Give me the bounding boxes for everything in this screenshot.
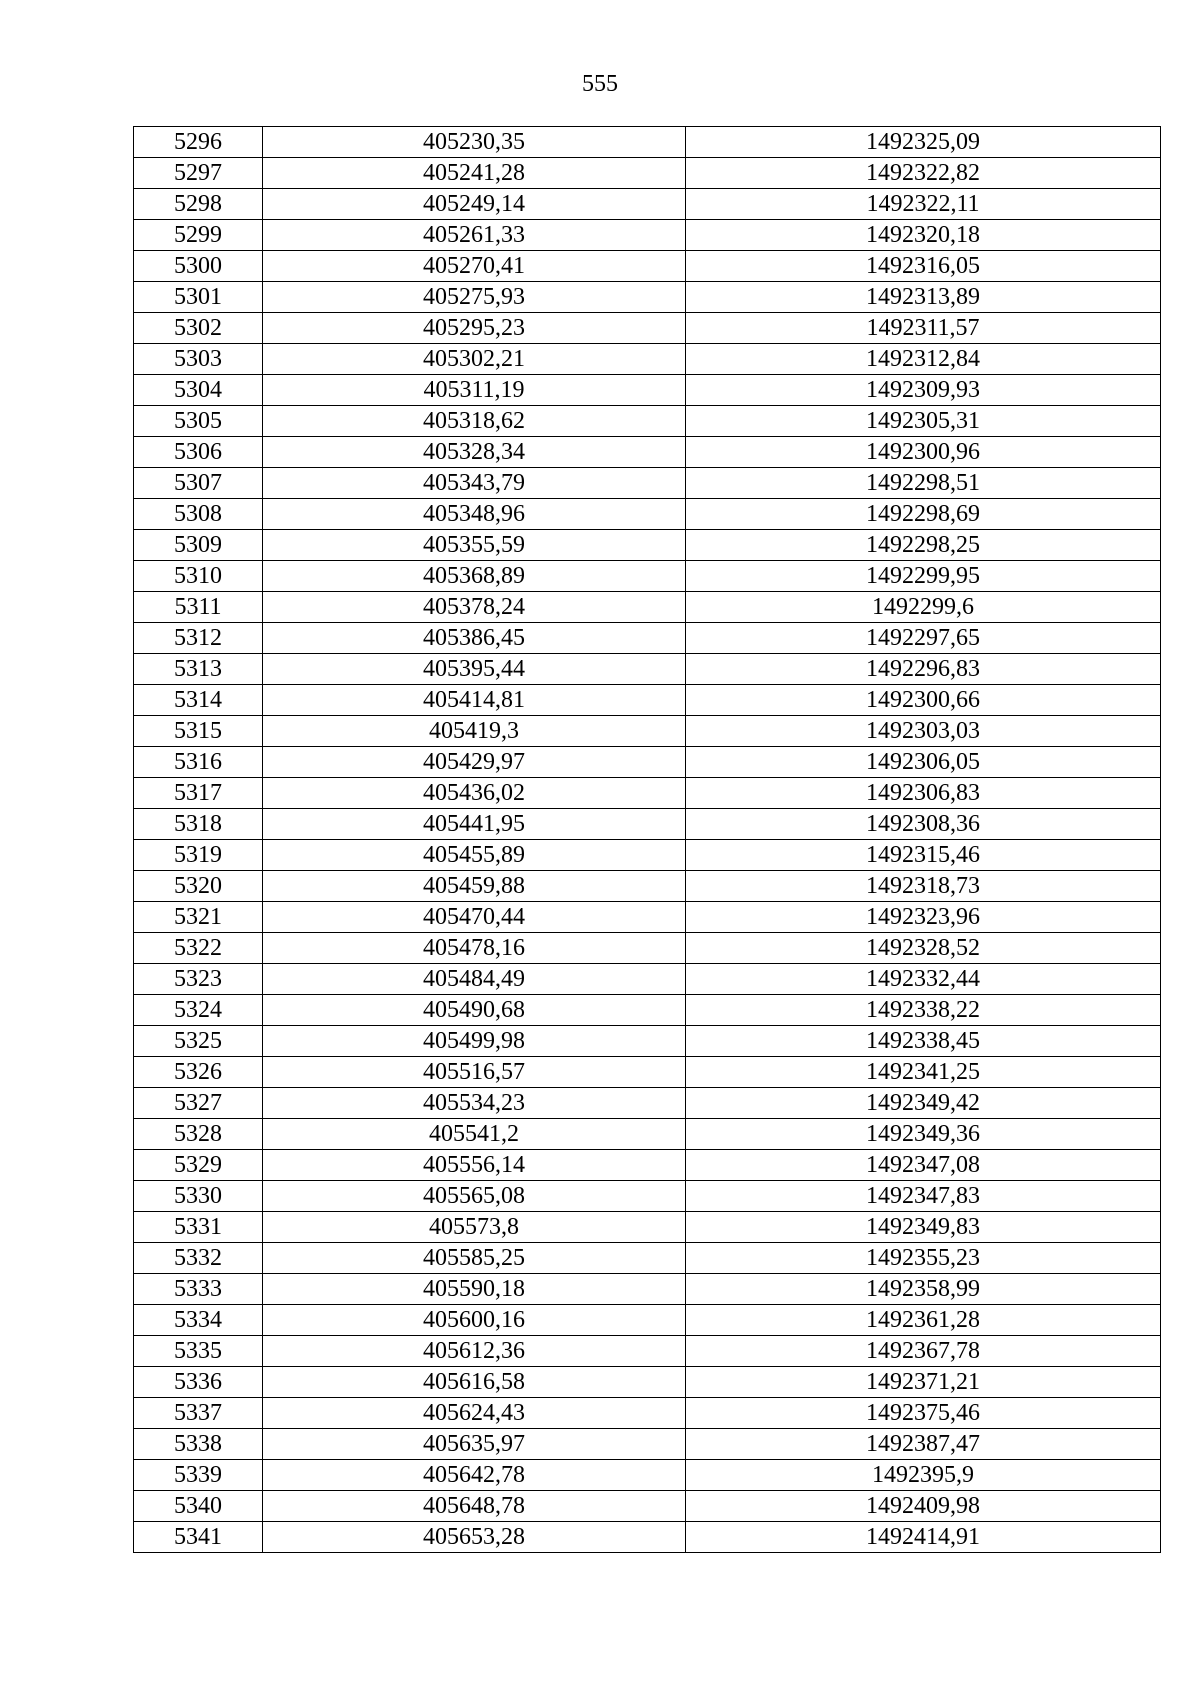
y-coordinate-cell: 1492323,96 (686, 902, 1161, 933)
table-row (134, 1460, 1161, 1491)
y-coordinate-cell: 1492305,31 (686, 406, 1161, 437)
point-number-cell: 5334 (134, 1305, 263, 1336)
y-coordinate-cell: 1492300,66 (686, 685, 1161, 716)
table-row (134, 530, 1161, 561)
point-number-cell: 5339 (134, 1460, 263, 1491)
x-coordinate-cell: 405624,43 (263, 1398, 686, 1429)
x-coordinate-cell: 405600,16 (263, 1305, 686, 1336)
y-coordinate-cell: 1492296,83 (686, 654, 1161, 685)
x-coordinate-cell: 405642,78 (263, 1460, 686, 1491)
y-coordinate-cell: 1492309,93 (686, 375, 1161, 406)
x-coordinate-cell: 405368,89 (263, 561, 686, 592)
table-row (134, 220, 1161, 251)
point-number-cell: 5335 (134, 1336, 263, 1367)
table-row (134, 1522, 1161, 1553)
table-row (134, 282, 1161, 313)
table-row (134, 716, 1161, 747)
x-coordinate-cell: 405249,14 (263, 189, 686, 220)
point-number-cell: 5324 (134, 995, 263, 1026)
point-number-cell: 5338 (134, 1429, 263, 1460)
point-number-cell: 5319 (134, 840, 263, 871)
y-coordinate-cell: 1492358,99 (686, 1274, 1161, 1305)
point-number-cell: 5308 (134, 499, 263, 530)
x-coordinate-cell: 405429,97 (263, 747, 686, 778)
table-row (134, 189, 1161, 220)
x-coordinate-cell: 405648,78 (263, 1491, 686, 1522)
y-coordinate-cell: 1492341,25 (686, 1057, 1161, 1088)
point-number-cell: 5341 (134, 1522, 263, 1553)
x-coordinate-cell: 405241,28 (263, 158, 686, 189)
page-number: 555 (582, 71, 618, 97)
point-number-cell: 5337 (134, 1398, 263, 1429)
y-coordinate-cell: 1492313,89 (686, 282, 1161, 313)
x-coordinate-cell: 405275,93 (263, 282, 686, 313)
y-coordinate-cell: 1492414,91 (686, 1522, 1161, 1553)
table-row (134, 1367, 1161, 1398)
point-number-cell: 5322 (134, 933, 263, 964)
coordinates-table (133, 126, 1161, 1553)
point-number-cell: 5312 (134, 623, 263, 654)
point-number-cell: 5305 (134, 406, 263, 437)
x-coordinate-cell: 405516,57 (263, 1057, 686, 1088)
x-coordinate-cell: 405470,44 (263, 902, 686, 933)
table-row (134, 313, 1161, 344)
point-number-cell: 5304 (134, 375, 263, 406)
x-coordinate-cell: 405311,19 (263, 375, 686, 406)
x-coordinate-cell: 405343,79 (263, 468, 686, 499)
x-coordinate-cell: 405318,62 (263, 406, 686, 437)
point-number-cell: 5321 (134, 902, 263, 933)
coordinates-table-body (134, 127, 1161, 1553)
table-row (134, 406, 1161, 437)
x-coordinate-cell: 405541,2 (263, 1119, 686, 1150)
point-number-cell: 5331 (134, 1212, 263, 1243)
table-row (134, 1212, 1161, 1243)
table-row (134, 809, 1161, 840)
point-number-cell: 5333 (134, 1274, 263, 1305)
x-coordinate-cell: 405302,21 (263, 344, 686, 375)
y-coordinate-cell: 1492298,69 (686, 499, 1161, 530)
y-coordinate-cell: 1492320,18 (686, 220, 1161, 251)
y-coordinate-cell: 1492316,05 (686, 251, 1161, 282)
y-coordinate-cell: 1492322,82 (686, 158, 1161, 189)
table-row (134, 747, 1161, 778)
y-coordinate-cell: 1492409,98 (686, 1491, 1161, 1522)
y-coordinate-cell: 1492322,11 (686, 189, 1161, 220)
table-row (134, 1150, 1161, 1181)
x-coordinate-cell: 405478,16 (263, 933, 686, 964)
point-number-cell: 5307 (134, 468, 263, 499)
y-coordinate-cell: 1492306,05 (686, 747, 1161, 778)
table-row (134, 1336, 1161, 1367)
y-coordinate-cell: 1492308,36 (686, 809, 1161, 840)
x-coordinate-cell: 405414,81 (263, 685, 686, 716)
y-coordinate-cell: 1492375,46 (686, 1398, 1161, 1429)
table-row (134, 592, 1161, 623)
y-coordinate-cell: 1492367,78 (686, 1336, 1161, 1367)
point-number-cell: 5315 (134, 716, 263, 747)
y-coordinate-cell: 1492300,96 (686, 437, 1161, 468)
point-number-cell: 5313 (134, 654, 263, 685)
y-coordinate-cell: 1492387,47 (686, 1429, 1161, 1460)
x-coordinate-cell: 405295,23 (263, 313, 686, 344)
y-coordinate-cell: 1492299,95 (686, 561, 1161, 592)
x-coordinate-cell: 405230,35 (263, 127, 686, 158)
x-coordinate-cell: 405653,28 (263, 1522, 686, 1553)
x-coordinate-cell: 405490,68 (263, 995, 686, 1026)
x-coordinate-cell: 405635,97 (263, 1429, 686, 1460)
point-number-cell: 5298 (134, 189, 263, 220)
table-row (134, 1398, 1161, 1429)
point-number-cell: 5316 (134, 747, 263, 778)
x-coordinate-cell: 405499,98 (263, 1026, 686, 1057)
y-coordinate-cell: 1492328,52 (686, 933, 1161, 964)
table-row (134, 499, 1161, 530)
table-row (134, 1243, 1161, 1274)
table-row (134, 623, 1161, 654)
x-coordinate-cell: 405261,33 (263, 220, 686, 251)
point-number-cell: 5299 (134, 220, 263, 251)
table-row (134, 1491, 1161, 1522)
x-coordinate-cell: 405395,44 (263, 654, 686, 685)
table-row (134, 344, 1161, 375)
point-number-cell: 5325 (134, 1026, 263, 1057)
point-number-cell: 5311 (134, 592, 263, 623)
y-coordinate-cell: 1492325,09 (686, 127, 1161, 158)
x-coordinate-cell: 405565,08 (263, 1181, 686, 1212)
y-coordinate-cell: 1492306,83 (686, 778, 1161, 809)
y-coordinate-cell: 1492349,36 (686, 1119, 1161, 1150)
table-row (134, 995, 1161, 1026)
point-number-cell: 5303 (134, 344, 263, 375)
x-coordinate-cell: 405436,02 (263, 778, 686, 809)
x-coordinate-cell: 405328,34 (263, 437, 686, 468)
x-coordinate-cell: 405355,59 (263, 530, 686, 561)
x-coordinate-cell: 405348,96 (263, 499, 686, 530)
table-row (134, 375, 1161, 406)
x-coordinate-cell: 405419,3 (263, 716, 686, 747)
x-coordinate-cell: 405556,14 (263, 1150, 686, 1181)
y-coordinate-cell: 1492349,42 (686, 1088, 1161, 1119)
y-coordinate-cell: 1492315,46 (686, 840, 1161, 871)
point-number-cell: 5317 (134, 778, 263, 809)
table-row (134, 933, 1161, 964)
point-number-cell: 5297 (134, 158, 263, 189)
table-row (134, 158, 1161, 189)
point-number-cell: 5330 (134, 1181, 263, 1212)
x-coordinate-cell: 405455,89 (263, 840, 686, 871)
table-row (134, 778, 1161, 809)
y-coordinate-cell: 1492298,51 (686, 468, 1161, 499)
table-row (134, 871, 1161, 902)
x-coordinate-cell: 405441,95 (263, 809, 686, 840)
y-coordinate-cell: 1492361,28 (686, 1305, 1161, 1336)
x-coordinate-cell: 405534,23 (263, 1088, 686, 1119)
y-coordinate-cell: 1492371,21 (686, 1367, 1161, 1398)
y-coordinate-cell: 1492298,25 (686, 530, 1161, 561)
y-coordinate-cell: 1492332,44 (686, 964, 1161, 995)
table-row (134, 1274, 1161, 1305)
point-number-cell: 5336 (134, 1367, 263, 1398)
table-row (134, 437, 1161, 468)
y-coordinate-cell: 1492395,9 (686, 1460, 1161, 1491)
point-number-cell: 5300 (134, 251, 263, 282)
y-coordinate-cell: 1492311,57 (686, 313, 1161, 344)
table-row (134, 127, 1161, 158)
y-coordinate-cell: 1492338,22 (686, 995, 1161, 1026)
table-row (134, 1088, 1161, 1119)
y-coordinate-cell: 1492338,45 (686, 1026, 1161, 1057)
point-number-cell: 5309 (134, 530, 263, 561)
table-row (134, 1057, 1161, 1088)
table-row (134, 840, 1161, 871)
y-coordinate-cell: 1492347,08 (686, 1150, 1161, 1181)
table-row (134, 902, 1161, 933)
table-row (134, 561, 1161, 592)
point-number-cell: 5340 (134, 1491, 263, 1522)
point-number-cell: 5328 (134, 1119, 263, 1150)
point-number-cell: 5302 (134, 313, 263, 344)
table-row (134, 1026, 1161, 1057)
y-coordinate-cell: 1492312,84 (686, 344, 1161, 375)
table-row (134, 1305, 1161, 1336)
point-number-cell: 5310 (134, 561, 263, 592)
y-coordinate-cell: 1492347,83 (686, 1181, 1161, 1212)
table-row (134, 468, 1161, 499)
table-row (134, 1429, 1161, 1460)
point-number-cell: 5326 (134, 1057, 263, 1088)
table-row (134, 1119, 1161, 1150)
point-number-cell: 5323 (134, 964, 263, 995)
table-row (134, 964, 1161, 995)
x-coordinate-cell: 405573,8 (263, 1212, 686, 1243)
point-number-cell: 5329 (134, 1150, 263, 1181)
table-row (134, 1181, 1161, 1212)
x-coordinate-cell: 405616,58 (263, 1367, 686, 1398)
point-number-cell: 5332 (134, 1243, 263, 1274)
point-number-cell: 5318 (134, 809, 263, 840)
point-number-cell: 5296 (134, 127, 263, 158)
x-coordinate-cell: 405612,36 (263, 1336, 686, 1367)
point-number-cell: 5314 (134, 685, 263, 716)
point-number-cell: 5306 (134, 437, 263, 468)
y-coordinate-cell: 1492297,65 (686, 623, 1161, 654)
point-number-cell: 5327 (134, 1088, 263, 1119)
x-coordinate-cell: 405459,88 (263, 871, 686, 902)
x-coordinate-cell: 405386,45 (263, 623, 686, 654)
x-coordinate-cell: 405585,25 (263, 1243, 686, 1274)
table-row (134, 251, 1161, 282)
x-coordinate-cell: 405484,49 (263, 964, 686, 995)
table-row (134, 685, 1161, 716)
x-coordinate-cell: 405590,18 (263, 1274, 686, 1305)
point-number-cell: 5301 (134, 282, 263, 313)
x-coordinate-cell: 405378,24 (263, 592, 686, 623)
y-coordinate-cell: 1492303,03 (686, 716, 1161, 747)
y-coordinate-cell: 1492318,73 (686, 871, 1161, 902)
point-number-cell: 5320 (134, 871, 263, 902)
x-coordinate-cell: 405270,41 (263, 251, 686, 282)
y-coordinate-cell: 1492355,23 (686, 1243, 1161, 1274)
y-coordinate-cell: 1492349,83 (686, 1212, 1161, 1243)
table-row (134, 654, 1161, 685)
y-coordinate-cell: 1492299,6 (686, 592, 1161, 623)
